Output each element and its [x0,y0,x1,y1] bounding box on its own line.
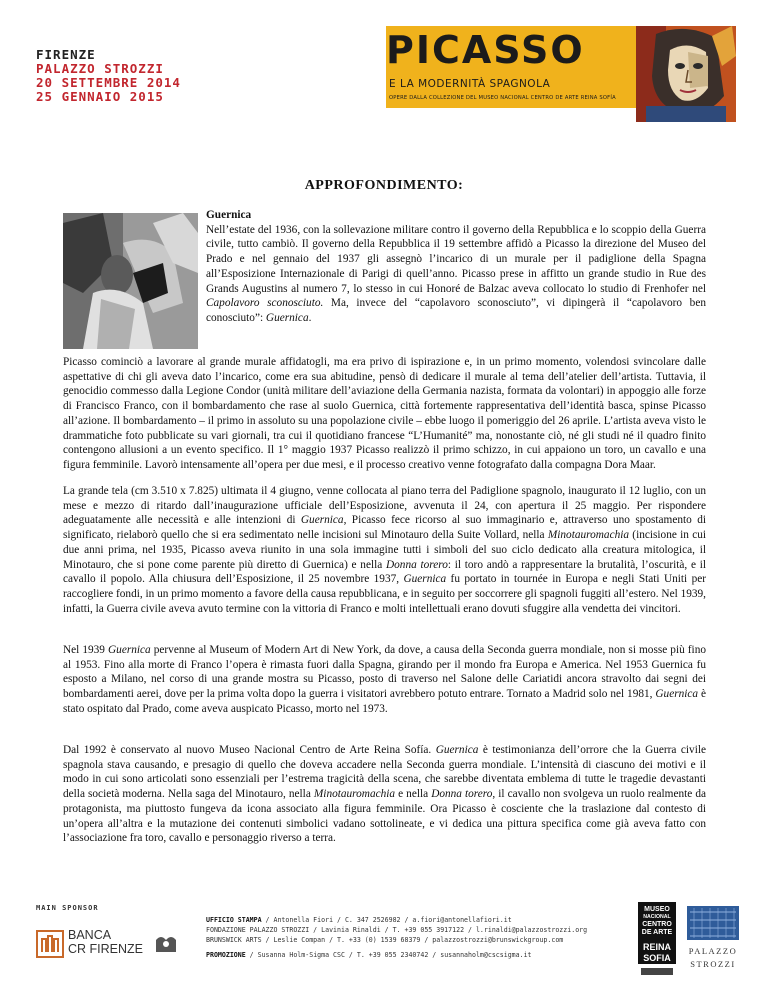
museo-logo-line3: CENTRO [642,921,672,928]
p2-b: , Picasso fece ricorso al suo immaginario e, attraverso uno spostamento di significato, rielaborò quello che si era sedimentato nelle incisioni sul Minotauro della Suite Vollard, nella [63,514,706,542]
contact-fondazione: FONDAZIONE PALAZZO STROZZI / Lavinia Rinaldi / T. +39 055 3917122 / l.rinaldi@palazzostrozzi.org [206,926,588,934]
strozzi-name-line1: PALAZZO [688,946,738,956]
museo-logo-line2: NACIONAL [643,914,671,920]
bank-emblem-icon [36,930,64,958]
p4-i2: Minotauromachia [313,788,396,801]
museo-logo-line1: MUSEO [644,906,670,913]
contact-press-office [206,915,587,925]
press-office-details: / Antonella Fiori / C. 347 2526982 / a.fiori@antonellafiori.it [261,916,512,924]
paragraph-2 [63,484,706,616]
p3-c: è stato ospitato dal Prado, come aveva auspicato Picasso, morto nel 1973. [63,688,706,715]
paragraph-1-continued [63,355,706,473]
intro-italic-guernica: Guernica [265,311,309,324]
p2-a: La grande tela (cm 3.510 x 7.825) ultimata il 4 giugno, venne collocata al piano terra del Padiglione spagnolo, inaugurato il 12 luglio, con un mese e mezzo di ritardo dall’inaugurazione ufficiale dell’Esposizione, avvenuta il 24, con apertura il 25 maggio. Per rispondere adeguatamente alle necessità e alle intenzioni di [63,485,706,527]
portrait-painting-image [636,26,736,122]
article-intro [206,208,706,326]
museo-logo-line4: DE ARTE [641,929,673,936]
strozzi-name-line2: STROZZI [690,959,736,969]
date-end: 25 GENNAIO 2015 [36,89,164,104]
intro-text-after: Ma, invece del “capolavoro sconosciuto”, vi dipingerà il “capolavoro ben conosciuto”: [206,297,706,324]
p4-i3: Donna torero [431,788,493,801]
press-contacts [206,915,587,960]
intro-text: Nell’estate del 1936, con la sollevazione militare contro il governo della Repubblica e lo scoppio della Guerra civile, tutto cambiò. Il governo della Repubblica il 19 settembre affidò a Picasso la direzione del Museo del Prado e nel gennaio del 1937 gli assegnò l’incarico di un murale per il padiglione della Spagna all’Esposizione Internazionale di Parigi di quell’anno. Picasso prese in affitto un grande studio in Rue des Grands Augustins al numero 7, lo stesso in cui Honoré de Balzac aveva collocato lo studio di Frenhofer nel [206,223,706,295]
p2-d: : il toro andò a rappresentare la brutalità, l’oscurità, e il cavallo il popolo. Alla chiusura dell’Esposizione, il 25 novembre 1937, [63,558,707,586]
exhibition-title: PICASSO [386,28,585,72]
article-heading: Guernica [206,209,252,221]
p2-i4: Guernica [403,573,447,586]
intro-italic: Capolavoro sconosciuto. [206,297,324,310]
exhibition-subtitle: E LA MODERNITÀ SPAGNOLA [389,78,551,90]
exhibition-info [36,48,181,104]
venue: PALAZZO STROZZI [36,61,164,76]
p3-a: Nel 1939 [63,644,109,656]
promozione-details: / Susanna Holm-Sigma CSC / T. +39 055 2340742 / susannaholm@cscsigma.it [245,951,532,959]
intro-end: . [308,311,312,324]
date-start: 20 SETTEMBRE 2014 [36,75,181,90]
p2-c: (incisione in cui due anni prima, nel 1935, Picasso aveva riunito in una sola immagine tutti i simboli del suo ciclo dedicato alla creatura mitologica, il Minotauro, che si pone come parente più diretto di Guernica) e nella [63,529,707,571]
palazzo-strozzi-name [686,945,740,971]
p4-a: Dal 1992 è conservato al nuovo Museo Nacional Centro de Arte Reina Sofía. [63,744,436,756]
artist-photo-image [63,213,198,349]
museo-logo-line6: SOFIA [643,953,671,963]
p1-text: Picasso cominciò a lavorare al grande murale affidatogli, ma era privo di ispirazione e, in un primo momento, volendosi svincolare dalle aspettative di chi gli aveva dato l’incarico, come era sua abitudine, pensò di dedicare il murale al tema dell’atelier dell’artista. Tuttavia, il genocidio commesso dalla Legione Condor (unità militare dell’aviazione della Germania nazista, formata da volontari) in appoggio alle forze di Francisco Franco, con il bombardamento che rase al suolo Guernica, città fortemente rappresentativa dell’identità basca, spinse Picasso all’azione. Il bombardamento – il primo in assoluto su una popolazione civile – ebbe luogo il pomeriggio del 26 aprile. L’artista aveva visto le drammatiche foto pubblicate su vari giornali, tra cui il quotidiano francese “L’Humanité” ma, nonostante ciò, né gli studi né il quadro finito contengono allusioni a un evento specifico. Il 1° maggio 1937 Picasso realizzò il primo schizzo, in cui appaiono un toro, un cavallo e una figura femminile. Lavorò intensamente all’opera per due mesi, e il processo creativo venne fotografato dalla compagna Dora Maar. [63,356,706,471]
p3-b: pervenne al Museum of Modern Art di New York, da dove, a causa della Seconda guerra mondiale, non si mosse più fino al 1953. Fino alla morte di Franco l’opera è rimasta fuori dalla Spagna, girando per il mondo fra Europa e America. Nel 1953 Guernica fu esposto a Milano, nel corso di una grande mostra su Picasso, posto di traverso nel Salone delle Cariatidi ancora stravolto dai segni dei bombardamenti aerei, dove per la prima volta dopo la guerra i visitatori avrebbero potuto entrare. Tornato a Madrid solo nel 1981, [63,644,706,701]
paragraph-4 [63,743,706,846]
paragraph-3 [63,643,706,717]
bank-sponsor-logo [36,922,186,962]
bank-crest-icon [153,932,179,954]
exhibition-banner [386,26,636,108]
p4-c: e nella [395,788,432,801]
p2-i2: Minotauromachia [547,529,630,542]
contact-brunswick: BRUNSWICK ARTS / Leslie Compan / T. +33 (0) 1539 68379 / palazzostrozzi@brunswickgroup.com [206,936,564,944]
bank-name-line2: CR FIRENZE [68,942,143,956]
p2-i3: Donna torero [386,558,448,571]
p2-i1: Guernica [300,514,344,527]
p2-e: fu portato in tournée in Europa e negli Stati Uniti per raccogliere fondi, in un primo momento a favore della causa repubblicana, e in seguito per soccorrere gli spagnoli fuggiti all’estero. Nel 1939, infatti, la Guerra civile aveva avuto termine con la vittoria di Franco e molti intellettuali erano dovuti sfuggire alla vendetta dei vincitori. [63,573,706,615]
p3-i1: Guernica [108,644,151,656]
section-title: APPROFONDIMENTO: [304,178,464,193]
main-sponsor-label: MAIN SPONSOR [36,904,99,912]
promozione-label: PROMOZIONE [206,951,246,959]
press-office-label: UFFICIO STAMPA [206,916,262,924]
p4-i1: Guernica [435,744,479,756]
bank-name-line1: BANCA [68,928,112,942]
p4-d: , il cavallo non svolgeva un ruolo realmente da protagonista, ma piuttosto fungeva da icona associato alla figura femminile. Ora Picasso è cosciente che la traslazione dal contesto di un’opera all’altra e la mutazione dei contenuti simbolici vadano sottolineate, e vi dedica una pittura specifica come già aveva fatto con l’associazione fra toro, cavallo e personaggio riverso a terra. [63,788,706,845]
contact-promozione [206,950,587,960]
city: FIRENZE [36,47,96,62]
p3-i2: Guernica [655,688,699,701]
p4-b: è testimonianza dell’orrore che la Guerra civile spagnola stava causando, e presagio di quello che doveva accadere nella Seconda guerra mondiale. L’intensità di ciascuno dei motivi e il modo in cui sono articolati sono essenziali per l’estrema tragicità della scena, che sarebbe diventata emblema di tutte le tragedie devastanti della società moderna. Nella saga del Minotauro, nella [63,744,706,801]
museo-reina-sofia-logo [638,902,676,977]
museo-logo-line5: REINA [642,942,672,952]
exhibition-tagline: OPERE DALLA COLLEZIONE DEL MUSEO NACIONAL CENTRO DE ARTE REINA SOFÍA [389,95,616,101]
bank-name [68,928,143,956]
